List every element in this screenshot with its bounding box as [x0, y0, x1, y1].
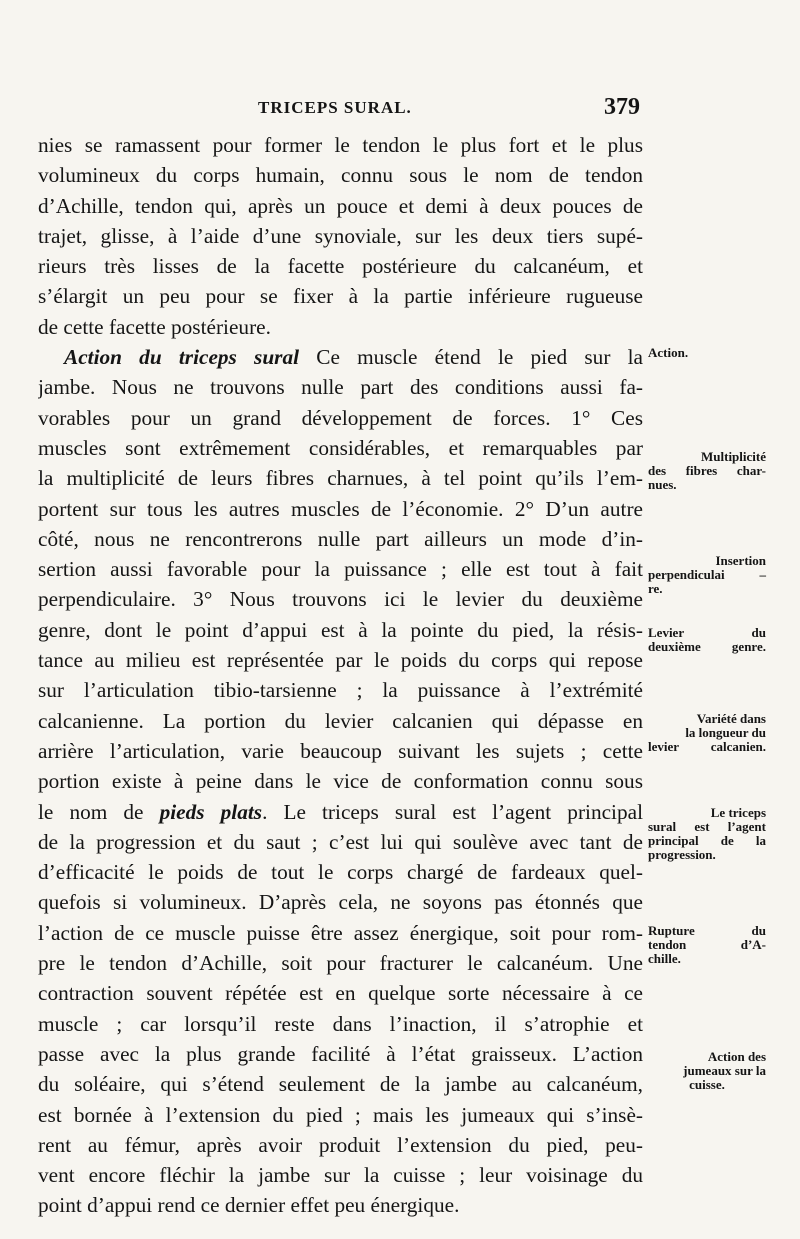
margin-note-line: Variété dans [696, 711, 766, 726]
text-line: point d’appui rend ce dernier effet peu énergique. [38, 1193, 460, 1218]
text-line: quefois si volumineux. D’après cela, ne soyons pas étonnés que [38, 890, 643, 915]
margin-note-triceps [648, 806, 766, 862]
text-line: rieurs très lisses de la facette postérieure du calcanéum, et [38, 254, 643, 279]
margin-note-line: jumeaux sur la [683, 1063, 766, 1078]
text-line: vorables pour un grand développement de forces. 1° Ces [38, 405, 643, 430]
margin-note-variete [648, 712, 766, 754]
margin-note-line: Levier du [648, 625, 766, 640]
text-line: rent au fémur, après avoir produit l’extension du pied, peu- [38, 1132, 643, 1157]
margin-note-line: re. [648, 581, 663, 596]
text-line: vent encore fléchir la jambe sur la cuisse ; leur voisinage du [38, 1163, 643, 1188]
margin-note-insertion [648, 554, 766, 596]
text-line: de la progression et du saut ; c’est lui qui soulève avec tant de [38, 829, 643, 854]
text-span: le nom de [38, 799, 144, 824]
margin-note-line: Action. [648, 345, 689, 360]
margin-note-line: des fibres char- [648, 463, 766, 478]
text-line: passe avec la plus grande facilité à l’état graisseux. L’action [38, 1041, 643, 1066]
text-line: perpendiculaire. 3° Nous trouvons ici le levier du deuxième [38, 587, 643, 612]
margin-note-jumeaux [648, 1050, 766, 1092]
margin-note-line: Insertion [715, 553, 766, 568]
text-line: arrière l’articulation, varie beaucoup suivant les sujets ; cette [38, 738, 643, 763]
text-line: muscle ; car lorsqu’il reste dans l’inaction, il s’atrophie et [38, 1011, 643, 1036]
margin-note-levier [648, 626, 766, 654]
text-line: sur l’articulation tibio-tarsienne ; la puissance à l’extrémité [38, 678, 643, 703]
text-line: la multiplicité de leurs fibres charnues, à tel point qu’ils l’em- [38, 466, 643, 491]
margin-note-line: chille. [648, 951, 681, 966]
text-line: muscles sont extrêmement considérables, et remarquables par [38, 435, 643, 460]
text-line: s’élargit un peu pour se fixer à la partie inférieure rugueuse [38, 284, 643, 309]
text-line: calcanienne. La portion du levier calcanien qui dépasse en [38, 708, 643, 733]
text-line: volumineux du corps humain, connu sous le nom de tendon [38, 163, 643, 188]
text-line: de cette facette postérieure. [38, 314, 271, 339]
margin-note-line: nues. [648, 477, 677, 492]
text-line: d’efficacité le poids de tout le corps chargé de fardeaux quel- [38, 860, 643, 885]
text-line: contraction souvent répétée est en quelque sorte nécessaire à ce [38, 981, 643, 1006]
margin-note-line: levier calcanien. [648, 739, 766, 754]
margin-note-line: deuxième genre. [648, 639, 766, 654]
text-line: côté, nous ne rencontrerons nulle part ailleurs un mode d’in- [38, 526, 643, 551]
paragraph-start-line [38, 342, 643, 372]
margin-note-line: Multiplicité [701, 449, 766, 464]
text-span: . Le triceps sural est l’agent principal [262, 799, 643, 824]
text-line: sertion aussi favorable pour la puissance ; elle est tout à fait [38, 557, 643, 582]
margin-note-multiplicite [648, 450, 766, 492]
text-line: jambe. Nous ne trouvons nulle part des conditions aussi fa- [38, 375, 643, 400]
text-line: portion existe à peine dans le vice de conformation connu sous [38, 769, 643, 794]
margin-note-rupture [648, 924, 766, 966]
italic-term: pieds plats [159, 799, 263, 824]
running-head: TRICEPS SURAL. [258, 98, 412, 117]
text-line: trajet, glisse, à l’aide d’une synoviale, sur les deux tiers supé- [38, 223, 643, 248]
text-line: d’Achille, tendon qui, après un pouce et demi à deux pouces de [38, 193, 643, 218]
margin-note-line: perpendiculai – [648, 567, 766, 582]
text-span: Ce muscle étend le pied sur la [316, 345, 643, 370]
text-line: pre le tendon d’Achille, soit pour fracturer le calcanéum. Une [38, 951, 643, 976]
body-text [38, 130, 643, 1221]
text-line: genre, dont le point d’appui est à la pointe du pied, la résis- [38, 617, 643, 642]
margin-note-line: cuisse. [689, 1077, 725, 1092]
margin-note-line: tendon d’A- [648, 937, 766, 952]
margin-note-line: Action des [707, 1049, 766, 1064]
margin-note-action [648, 346, 766, 360]
margin-note-line: progression. [648, 847, 716, 862]
section-heading-italic: Action du triceps sural [64, 345, 300, 370]
page-number: 379 [604, 94, 640, 120]
margin-note-line: principal de la [648, 833, 766, 848]
margin-note-line: Rupture du [648, 923, 766, 938]
mixed-text-line [38, 797, 643, 827]
margin-note-line: sural est l’agent [648, 819, 766, 834]
text-line: est bornée à l’extension du pied ; mais les jumeaux qui s’insè- [38, 1102, 643, 1127]
text-line: nies se ramassent pour former le tendon le plus fort et le plus [38, 133, 643, 157]
text-line: du soléaire, qui s’étend seulement de la jambe au calcanéum, [38, 1072, 643, 1097]
margin-note-line: la longueur du [685, 725, 766, 740]
margin-note-line: Le triceps [710, 805, 766, 820]
text-line: portent sur tous les autres muscles de l’économie. 2° D’un autre [38, 496, 643, 521]
text-line: l’action de ce muscle puisse être assez énergique, soit pour rom- [38, 920, 643, 945]
text-line: tance au milieu est représentée par le poids du corps qui repose [38, 648, 643, 673]
page-header [40, 94, 640, 124]
